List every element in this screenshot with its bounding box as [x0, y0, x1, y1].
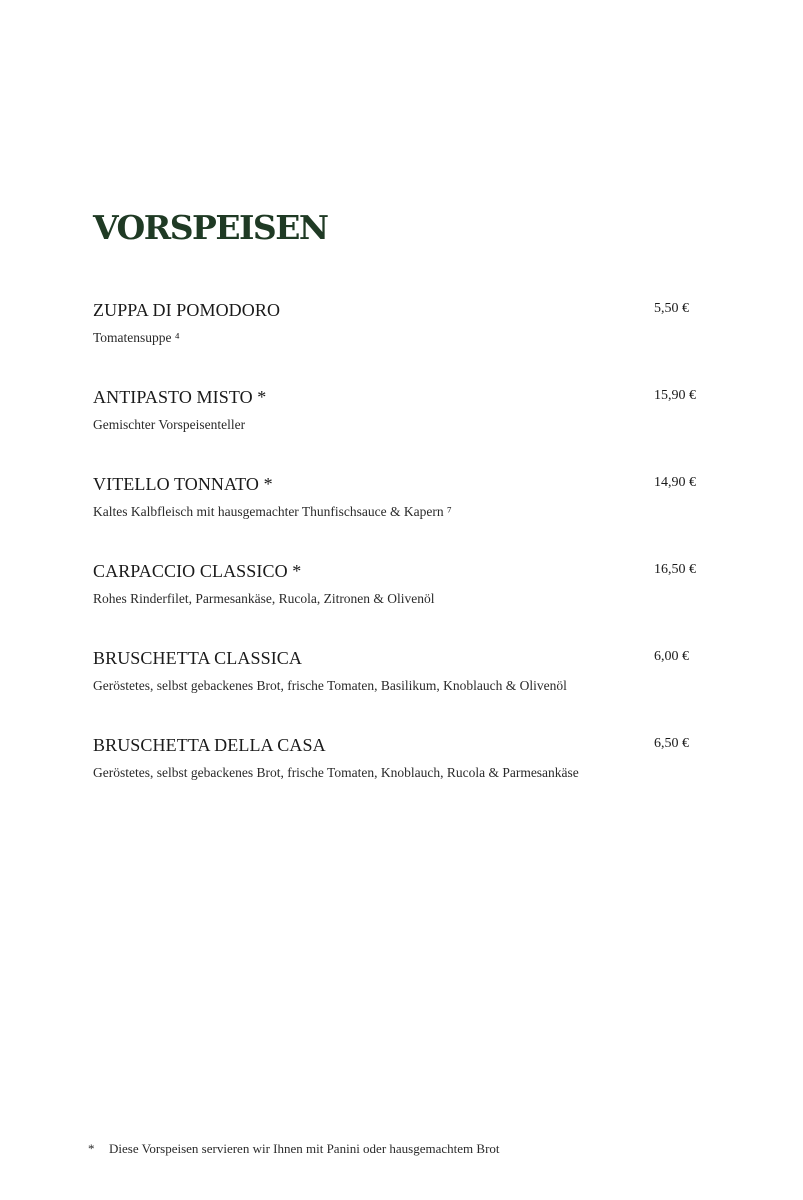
item-price: 14,90 € [654, 475, 696, 490]
item-description: Gemischter Vorspeisenteller [93, 417, 246, 432]
menu-item [93, 387, 713, 474]
footnote-mark: * [88, 1141, 95, 1156]
item-price: 6,50 € [654, 736, 689, 751]
item-description: Rohes Rinderfilet, Parmesankäse, Rucola, Zitronen & Olivenöl [93, 591, 435, 606]
footnote-text: Diese Vorspeisen servieren wir Ihnen mit Panini oder hausgemachtem Brot [109, 1141, 500, 1156]
item-price: 15,90 € [654, 388, 696, 403]
menu-item [93, 300, 713, 387]
menu-items-list [93, 300, 713, 822]
section-title: VORSPEISEN [93, 208, 328, 247]
item-name: BRUSCHETTA DELLA CASA [93, 735, 326, 755]
menu-item [93, 474, 713, 561]
item-name: ZUPPA DI POMODORO [93, 300, 281, 320]
item-description: Kaltes Kalbfleisch mit hausgemachter Thunfischsauce & Kapern ⁷ [93, 504, 452, 519]
item-name: CARPACCIO CLASSICO * [93, 561, 302, 581]
menu-item [93, 735, 713, 822]
item-price: 5,50 € [654, 301, 689, 316]
item-description: Tomatensuppe ⁴ [93, 330, 180, 345]
item-price: 16,50 € [654, 562, 696, 577]
item-name: VITELLO TONNATO * [93, 474, 273, 494]
menu-item [93, 648, 713, 735]
item-name: BRUSCHETTA CLASSICA [93, 648, 302, 668]
item-description: Geröstetes, selbst gebackenes Brot, frische Tomaten, Basilikum, Knoblauch & Olivenöl [93, 678, 567, 693]
item-description: Geröstetes, selbst gebackenes Brot, frische Tomaten, Knoblauch, Rucola & Parmesankäse [93, 765, 579, 780]
item-price: 6,00 € [654, 649, 689, 664]
item-name: ANTIPASTO MISTO * [93, 387, 267, 407]
menu-item [93, 561, 713, 648]
footnote [88, 1141, 500, 1157]
